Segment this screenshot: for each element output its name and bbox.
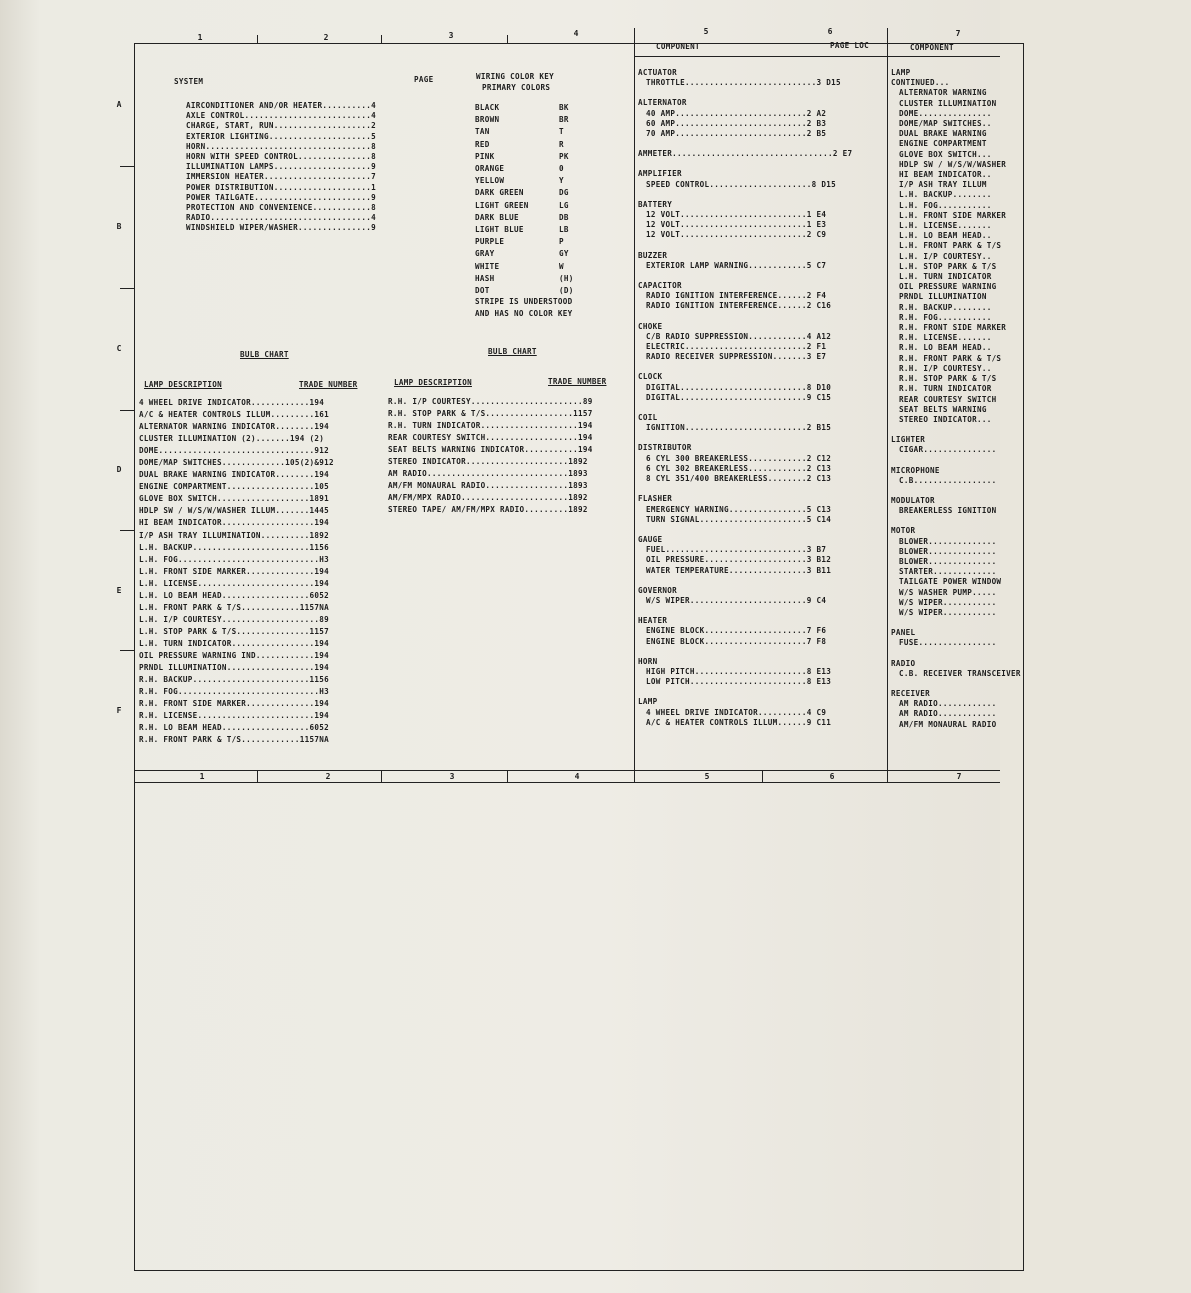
component-group [891, 68, 1191, 425]
system-index-item: CHARGE, START, RUN....................2 [186, 121, 377, 131]
component-group [638, 169, 884, 189]
column-number: 6 [829, 772, 835, 781]
component-entry: L.H. FRONT SIDE MARKER [899, 210, 1007, 220]
component-group-name: HORN [638, 656, 658, 666]
bulb-chart-row: DOME/MAP SWITCHES.............105(2)&912 [139, 458, 334, 468]
column-number: 3 [449, 772, 455, 781]
component-entry: AM RADIO............ [899, 699, 997, 709]
column-number: 2 [323, 33, 329, 42]
component-group-name: DISTRIBUTOR [638, 443, 692, 453]
component-group [638, 657, 884, 688]
bulb-chart-row: REAR COURTESY SWITCH...................194 [388, 433, 593, 443]
component-entry: I/P ASH TRAY ILLUM [899, 180, 987, 190]
bulb-chart-row: L.H. I/P COURTESY....................89 [139, 614, 330, 624]
bulb-chart-row: L.H. FOG.............................H3 [139, 554, 330, 564]
component-entry: C.B. RECEIVER TRANSCEIVER [899, 668, 1021, 678]
component-entry: FUSE................ [899, 638, 997, 648]
bulb-chart-row: R.H. FRONT PARK & T/S............1157NA [139, 735, 330, 745]
component-group-name: LIGHTER [891, 435, 926, 445]
color-name: GRAY [475, 249, 495, 259]
component-group-name: ALTERNATOR [638, 98, 687, 108]
component-entry: DOME............... [899, 108, 992, 118]
component-entry: 12 VOLT..........................1 E3 [646, 220, 827, 230]
component-entry: OIL PRESSURE.....................3 B12 [646, 555, 832, 565]
component-group-name: BUZZER [638, 250, 668, 260]
component-group-name: MICROPHONE [891, 465, 940, 475]
row-letter: F [116, 706, 122, 715]
bulb-chart-row: HI BEAM INDICATOR...................194 [139, 518, 330, 528]
component-entry: R.H. BACKUP........ [899, 302, 992, 312]
col-sep-top [257, 35, 258, 43]
column-number: 6 [827, 27, 833, 36]
component-group-name: PANEL [891, 628, 916, 638]
component-entry: L.H. STOP PARK & T/S [899, 261, 997, 271]
component-entry: BLOWER.............. [899, 556, 997, 566]
component-entry: CLUSTER ILLUMINATION [899, 98, 997, 108]
component-entry: BLOWER.............. [899, 546, 997, 556]
component-entry: RADIO RECEIVER SUPPRESSION.......3 E7 [646, 352, 827, 362]
component-entry: A/C & HEATER CONTROLS ILLUM......9 C11 [646, 717, 832, 727]
color-code: PK [559, 151, 569, 161]
color-name: RED [475, 139, 490, 149]
column-number: 4 [574, 772, 580, 781]
component-entry: THROTTLE...........................3 D15 [646, 78, 841, 88]
bulb-chart-row: L.H. STOP PARK & T/S...............1157 [139, 626, 330, 636]
component-entry: W/S WASHER PUMP..... [899, 587, 997, 597]
bottom-scale-rule-bottom [134, 782, 1000, 783]
bulb-chart-row: AM/FM MONAURAL RADIO.................1893 [388, 481, 588, 491]
component-entry: BREAKERLESS IGNITION [899, 506, 997, 516]
component-group-name: RADIO [891, 658, 916, 668]
component-entry: RADIO IGNITION INTERFERENCE......2 F4 [646, 291, 827, 301]
system-index-list [186, 101, 376, 233]
row-letter: C [116, 344, 122, 353]
bulb-chart-row: R.H. BACKUP........................1156 [139, 675, 330, 685]
col-sep-bottom [381, 770, 382, 782]
component-group [638, 697, 884, 728]
color-code: R [559, 139, 564, 149]
trade-number-header: TRADE NUMBER [548, 377, 607, 386]
component-entry: PRNDL ILLUMINATION [899, 292, 987, 302]
component-entry: R.H. FRONT SIDE MARKER [899, 323, 1007, 333]
component-entry: 60 AMP...........................2 B3 [646, 118, 827, 128]
component-group-name: RECEIVER [891, 688, 930, 698]
column-number: 1 [199, 772, 205, 781]
top-border [134, 43, 634, 44]
component-entry: TAILGATE POWER WINDOW [899, 577, 1002, 587]
component-entry: EMERGENCY WARNING................5 C13 [646, 504, 832, 514]
component-group [638, 372, 884, 403]
color-code: LB [559, 225, 569, 234]
component-group-name: BATTERY [638, 199, 673, 209]
component-group [638, 616, 884, 647]
bulb-chart-row: HDLP SW / W/S/W/WASHER ILLUM.......1445 [139, 506, 330, 516]
component-group-name: AMPLIFIER [638, 169, 682, 179]
color-name: LIGHT GREEN [475, 200, 529, 210]
bulb-chart-title: BULB CHART [240, 350, 289, 359]
component-group [891, 466, 1191, 486]
bulb-chart-row: STEREO INDICATOR.....................1892 [388, 457, 588, 467]
component-entry: FUEL.............................3 B7 [646, 545, 827, 555]
component-group-name: COIL [638, 413, 658, 423]
color-name: ORANGE [475, 164, 505, 173]
bulb-chart-row: I/P ASH TRAY ILLUMINATION..........1892 [139, 530, 330, 540]
column-number: 1 [197, 33, 203, 42]
component-entry: REAR COURTESY SWITCH [899, 394, 997, 404]
component-entry: R.H. STOP PARK & T/S [899, 374, 997, 384]
component-header: COMPONENT [910, 43, 954, 52]
row-letter: E [116, 586, 122, 595]
component-group-name: LAMP [638, 697, 658, 707]
col-sep-top [381, 35, 382, 43]
bottom-scale-rule-top [134, 770, 1000, 771]
row-letter: D [116, 465, 122, 474]
color-name: PINK [475, 151, 495, 161]
bulb-chart-row: ALTERNATOR WARNING INDICATOR........194 [139, 422, 330, 432]
component-group [638, 586, 884, 606]
component-group-name: AMMETER.................................2 E7 [638, 149, 853, 159]
component-entry: R.H. TURN INDICATOR [899, 384, 992, 394]
bulb-chart-row: 4 WHEEL DRIVE INDICATOR............194 [139, 398, 325, 407]
component-group-name: MOTOR [891, 526, 916, 536]
row-tick [120, 166, 134, 167]
component-entry: C.B................. [899, 475, 997, 485]
section-divider-5 [634, 28, 635, 782]
row-tick [120, 650, 134, 651]
bulb-chart-left-list [139, 397, 334, 746]
color-code: GY [559, 249, 569, 259]
component-entry: ELECTRIC.........................2 F1 [646, 342, 827, 352]
component-entry: 70 AMP...........................2 B5 [646, 129, 827, 139]
component-entry: BLOWER.............. [899, 536, 997, 546]
component-entry: 6 CYL 300 BREAKERLESS............2 C12 [646, 453, 832, 463]
system-index-item: HORN..................................8 [186, 141, 377, 151]
component-entry: RADIO IGNITION INTERFERENCE......2 C16 [646, 301, 832, 311]
component-entry: ENGINE BLOCK.....................7 F8 [646, 636, 827, 646]
component-group-name: GAUGE [638, 534, 663, 544]
bulb-chart-row: L.H. TURN INDICATOR.................194 [139, 638, 330, 648]
component-entry: EXTERIOR LAMP WARNING............5 C7 [646, 260, 827, 270]
component-entry: ENGINE COMPARTMENT [899, 139, 987, 149]
component-group [891, 689, 1191, 730]
component-entry: 6 CYL 302 BREAKERLESS............2 C13 [646, 463, 832, 473]
bulb-chart-row: L.H. FRONT SIDE MARKER..............194 [139, 566, 330, 576]
component-group-name: ACTUATOR [638, 68, 677, 77]
component-entry: SPEED CONTROL.....................8 D15 [646, 179, 837, 189]
component-entry: IGNITION.........................2 B15 [646, 423, 832, 433]
col-sep-bottom [257, 770, 258, 782]
trade-number-header: TRADE NUMBER [299, 380, 358, 389]
component-header-rule [634, 56, 1000, 57]
column-number: 5 [704, 772, 710, 781]
component-group [638, 251, 884, 271]
component-entry: L.H. BACKUP........ [899, 190, 992, 200]
component-entry: R.H. LO BEAM HEAD.. [899, 343, 992, 353]
component-entry: CIGAR............... [899, 445, 997, 455]
component-entry: L.H. TURN INDICATOR [899, 272, 992, 282]
column-number: 4 [573, 29, 579, 38]
bulb-chart-row: AM/FM/MPX RADIO......................1892 [388, 493, 588, 503]
component-entry: 40 AMP...........................2 A2 [646, 108, 827, 118]
color-code: BR [559, 115, 569, 125]
component-entry: 8 CYL 351/400 BREAKERLESS........2 C13 [646, 474, 832, 484]
bulb-chart-row: R.H. STOP PARK & T/S..................1157 [388, 409, 593, 419]
row-tick [120, 288, 134, 289]
component-group [638, 68, 884, 88]
color-code: BK [559, 103, 569, 112]
component-entry: 12 VOLT..........................2 C9 [646, 230, 827, 240]
component-entry: W/S WIPER........................9 C4 [646, 595, 827, 605]
color-code: Y [559, 176, 564, 186]
component-group-name: CAPACITOR [638, 281, 682, 291]
component-entry: CONTINUED... [891, 78, 950, 88]
component-group [638, 413, 884, 433]
component-index-col5 [638, 68, 884, 738]
system-index-item: IMMERSION HEATER......................7 [186, 172, 377, 182]
component-group [638, 149, 884, 159]
wiring-key-subtitle: PRIMARY COLORS [482, 83, 551, 92]
row-tick [120, 530, 134, 531]
component-entry: HIGH PITCH.......................8 E13 [646, 666, 832, 676]
component-entry: GLOVE BOX SWITCH... [899, 149, 992, 159]
component-entry: SEAT BELTS WARNING [899, 404, 987, 414]
page-loc-header: PAGE LOC [830, 41, 869, 50]
component-group [638, 535, 884, 576]
bulb-chart-row: OIL PRESSURE WARNING IND............194 [139, 650, 330, 660]
color-code: W [559, 261, 564, 271]
component-entry: R.H. LICENSE....... [899, 333, 992, 343]
component-entry: W/S WIPER........... [899, 607, 997, 617]
color-code: DG [559, 188, 569, 198]
component-group-name: GOVERNOR [638, 585, 677, 595]
color-name: PURPLE [475, 237, 505, 247]
component-entry: L.H. FOG........... [899, 200, 992, 210]
component-group-name: LAMP [891, 68, 911, 77]
row-letter: A [116, 100, 122, 109]
component-group [891, 496, 1191, 516]
column-number: 3 [448, 31, 454, 40]
system-index-item: RADIO.................................4 [186, 213, 377, 223]
bulb-chart-right-list [388, 396, 593, 516]
wiring-key-title: WIRING COLOR KEY [476, 72, 554, 81]
color-name: BLACK [475, 103, 500, 112]
system-index-item: POWER TAILGATE........................9 [186, 192, 377, 202]
component-entry: L.H. FRONT PARK & T/S [899, 241, 1002, 251]
component-entry: R.H. I/P COURTESY.. [899, 363, 992, 373]
component-group [638, 200, 884, 241]
system-index-item: PROTECTION AND CONVENIENCE............8 [186, 202, 377, 212]
component-entry: AM/FM MONAURAL RADIO [899, 719, 997, 729]
color-name: BROWN [475, 115, 500, 125]
bulb-chart-row: R.H. FRONT SIDE MARKER..............194 [139, 699, 330, 709]
wiring-key-note: AND HAS NO COLOR KEY [475, 309, 573, 318]
component-group-name: MODULATOR [891, 495, 935, 505]
bulb-chart-row: L.H. FRONT PARK & T/S............1157NA [139, 602, 330, 612]
bulb-chart-row: R.H. LICENSE........................194 [139, 711, 330, 721]
wiring-key-note: STRIPE IS UNDERSTOOD [475, 297, 573, 306]
component-entry: STEREO INDICATOR... [899, 414, 992, 424]
system-index-item: AXLE CONTROL..........................4 [186, 111, 377, 121]
bulb-chart-row: PRNDL ILLUMINATION..................194 [139, 663, 330, 673]
bulb-chart-row: R.H. LO BEAM HEAD..................6052 [139, 723, 330, 733]
component-entry: R.H. FRONT PARK & T/S [899, 353, 1002, 363]
component-entry: R.H. FOG........... [899, 312, 992, 322]
col-sep-top [507, 35, 508, 43]
bulb-chart-title: BULB CHART [488, 347, 537, 356]
bulb-chart-row: L.H. LICENSE........................194 [139, 578, 330, 588]
color-name: DARK GREEN [475, 188, 524, 198]
system-index-item: EXTERIOR LIGHTING.....................5 [186, 131, 377, 141]
col-sep-bottom [762, 770, 763, 782]
color-code: DB [559, 212, 569, 222]
component-entry: HDLP SW / W/S/W/WASHER [899, 159, 1007, 169]
color-code: 0 [559, 164, 564, 173]
bulb-chart-row: ENGINE COMPARTMENT..................105 [139, 482, 330, 492]
color-code: LG [559, 200, 569, 210]
bulb-chart-row: DOME................................912 [139, 446, 330, 456]
component-entry: OIL PRESSURE WARNING [899, 282, 997, 292]
system-index-item: POWER DISTRIBUTION....................1 [186, 182, 377, 192]
column-number: 7 [956, 772, 962, 781]
component-entry: ENGINE BLOCK.....................7 F6 [646, 626, 827, 636]
system-index-item: HORN WITH SPEED CONTROL...............8 [186, 151, 377, 161]
component-entry: DIGITAL..........................9 C15 [646, 392, 832, 402]
component-group [638, 494, 884, 525]
component-entry: W/S WIPER........... [899, 597, 997, 607]
bulb-chart-row: R.H. TURN INDICATOR....................194 [388, 421, 593, 431]
color-code: (D) [559, 286, 574, 295]
row-letter: B [116, 222, 122, 231]
component-entry: DUAL BRAKE WARNING [899, 129, 987, 139]
bulb-chart-row: STEREO TAPE/ AM/FM/MPX RADIO.........1892 [388, 505, 588, 515]
component-group [638, 98, 884, 139]
component-entry: L.H. LO BEAM HEAD.. [899, 231, 992, 241]
component-group [891, 435, 1191, 455]
component-entry: C/B RADIO SUPPRESSION............4 A12 [646, 331, 832, 341]
component-entry: WATER TEMPERATURE................3 B11 [646, 565, 832, 575]
component-entry: TURN SIGNAL......................5 C14 [646, 514, 832, 524]
color-code: T [559, 127, 564, 137]
component-entry: HI BEAM INDICATOR.. [899, 170, 992, 180]
bulb-chart-row: L.H. BACKUP........................1156 [139, 542, 330, 552]
component-group [891, 526, 1191, 618]
column-number: 2 [325, 772, 331, 781]
component-group [638, 281, 884, 312]
system-index-item: AIRCONDITIONER AND/OR HEATER..........4 [186, 101, 377, 110]
bulb-chart-row: A/C & HEATER CONTROLS ILLUM.........161 [139, 410, 330, 420]
component-group [891, 628, 1191, 648]
system-index-item: ILLUMINATION LAMPS....................9 [186, 162, 377, 172]
page-header: PAGE [414, 75, 434, 84]
bulb-chart-row: AM RADIO.............................1893 [388, 469, 588, 479]
lamp-description-header: LAMP DESCRIPTION [394, 378, 472, 387]
component-entry: STARTER............. [899, 567, 997, 577]
bulb-chart-row: R.H. FOG.............................H3 [139, 687, 330, 697]
color-name: DOT [475, 286, 490, 295]
bulb-chart-row: CLUSTER ILLUMINATION (2).......194 (2) [139, 434, 325, 444]
color-name: HASH [475, 273, 495, 283]
component-group-name: CLOCK [638, 372, 663, 382]
component-header: COMPONENT [656, 42, 700, 51]
bulb-chart-row: R.H. I/P COURTESY.......................89 [388, 397, 593, 406]
component-entry: DOME/MAP SWITCHES.. [899, 119, 992, 129]
component-index-col7 [891, 68, 1191, 740]
system-index-item: WINDSHIELD WIPER/WASHER...............9 [186, 223, 377, 233]
section-divider-7 [887, 28, 888, 782]
column-number: 7 [955, 29, 961, 38]
component-group [891, 659, 1191, 679]
color-code: (H) [559, 273, 574, 283]
color-name: TAN [475, 127, 490, 137]
component-entry: LOW PITCH........................8 E13 [646, 677, 832, 687]
component-entry: L.H. I/P COURTESY.. [899, 251, 992, 261]
color-code: P [559, 237, 564, 247]
component-group-name: FLASHER [638, 494, 673, 504]
bulb-chart-row: SEAT BELTS WARNING INDICATOR...........194 [388, 445, 593, 455]
component-group-name: HEATER [638, 616, 668, 626]
component-entry: ALTERNATOR WARNING [899, 88, 987, 98]
color-name: YELLOW [475, 176, 505, 186]
bulb-chart-row: DUAL BRAKE WARNING INDICATOR........194 [139, 470, 330, 480]
component-entry: DIGITAL..........................8 D10 [646, 382, 832, 392]
component-group [638, 322, 884, 363]
system-header: SYSTEM [174, 77, 204, 86]
color-name: LIGHT BLUE [475, 225, 524, 234]
col-sep-bottom [507, 770, 508, 782]
component-entry: AM RADIO............ [899, 709, 997, 719]
component-entry: L.H. LICENSE....... [899, 221, 992, 231]
component-entry: 4 WHEEL DRIVE INDICATOR..........4 C9 [646, 707, 827, 717]
color-name: DARK BLUE [475, 212, 519, 222]
component-entry: 12 VOLT..........................1 E4 [646, 210, 827, 220]
bulb-chart-row: GLOVE BOX SWITCH...................1891 [139, 494, 330, 504]
row-tick [120, 410, 134, 411]
lamp-description-header: LAMP DESCRIPTION [144, 380, 222, 389]
bulb-chart-row: L.H. LO BEAM HEAD..................6052 [139, 590, 330, 600]
component-group-name: CHOKE [638, 321, 663, 331]
color-name: WHITE [475, 261, 500, 271]
column-number: 5 [703, 27, 709, 36]
component-group [638, 443, 884, 484]
